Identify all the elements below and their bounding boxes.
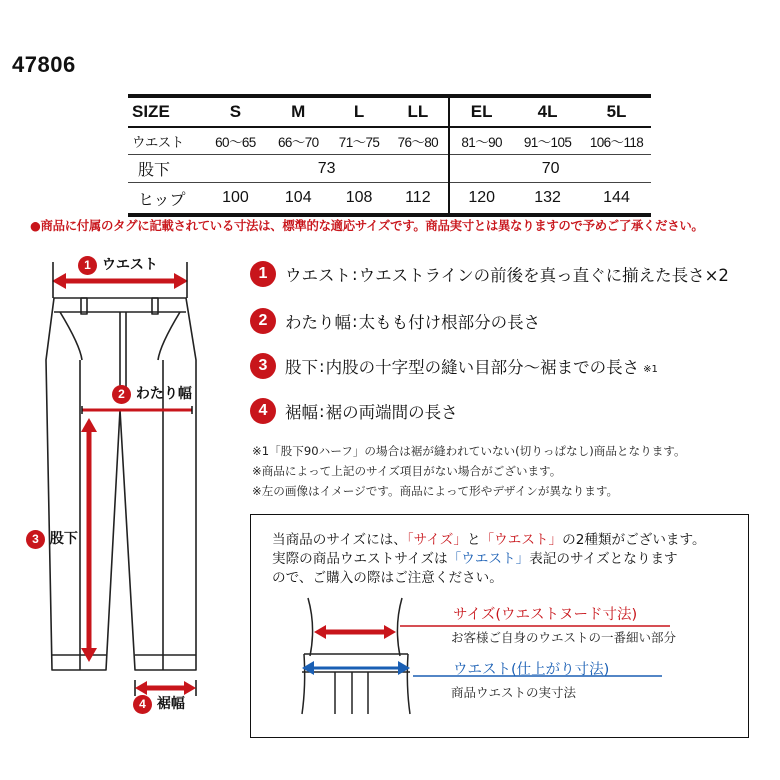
table-cell: 132 <box>513 183 582 216</box>
table-cell: 71～75 <box>331 127 388 155</box>
notice-size-term: 「サイズ」 <box>406 532 467 548</box>
number-badge: 4 <box>250 398 276 424</box>
diagram-label-inseam <box>26 528 78 549</box>
size-header-5l: 5L <box>582 96 651 127</box>
definition-desc: ウエストラインの前後を真っ直ぐに揃えた長さ×2 <box>358 266 729 285</box>
size-table <box>128 94 651 217</box>
row-label-inseam: 股下 <box>128 155 205 183</box>
table-cell: 144 <box>582 183 651 216</box>
nude-size-title: サイズ(ウエストヌード寸法) <box>453 607 638 623</box>
table-cell: 106～118 <box>582 127 651 155</box>
notice-waist-term: 「ウエスト」 <box>480 532 563 548</box>
table-cell: 112 <box>387 183 449 216</box>
product-code: 47806 <box>12 52 76 77</box>
number-badge: 3 <box>250 353 276 379</box>
table-cell: 73 <box>205 155 449 183</box>
definition-waist: 1 ウエスト : ウエストラインの前後を真っ直ぐに揃えた長さ×2 <box>250 261 729 287</box>
size-header-el: EL <box>449 96 513 127</box>
notice-text: 当商品のサイズには、 <box>272 532 407 548</box>
fine-print-line: ※商品によって上記のサイズ項目がない場合がございます。 <box>252 464 562 478</box>
size-header-m: M <box>266 96 331 127</box>
pants-diagram <box>20 250 240 730</box>
diagram-label-waist <box>78 254 158 275</box>
definition-desc: 太もも付け根部分の長さ <box>358 313 541 332</box>
notice-text: と <box>466 532 481 548</box>
size-header-l: L <box>331 96 388 127</box>
row-label-hip: ヒップ <box>128 183 205 216</box>
table-cell: 100 <box>205 183 266 216</box>
fine-print-line: ※1「股下90ハーフ」の場合は裾が縫われていない(切りっぱなし)商品となります。 <box>252 444 686 458</box>
finished-waist-subtitle: 商品ウエストの実寸法 <box>451 685 577 700</box>
diagram-label-hem <box>133 693 185 714</box>
finished-waist-title: ウエスト(仕上がり寸法) <box>453 662 610 678</box>
table-cell: 120 <box>449 183 513 216</box>
definition-thigh: 2 わたり幅 : 太もも付け根部分の長さ <box>250 308 540 334</box>
fine-print-line: ※左の画像はイメージです。商品によって形やデザインが異なります。 <box>252 484 619 498</box>
table-cell: 108 <box>331 183 388 216</box>
label-text: 裾幅 <box>156 696 185 712</box>
number-badge: 4 <box>133 695 152 714</box>
size-table-header-row <box>128 96 651 127</box>
label-text: わたり幅 <box>135 386 192 402</box>
definition-inseam: 3 股下 : 内股の十字型の縫い目部分～裾までの長さ ※1 <box>250 353 658 379</box>
table-cell: 76～80 <box>387 127 449 155</box>
number-badge: 3 <box>26 530 45 549</box>
definition-note: ※1 <box>643 363 658 375</box>
tag-size-note: ●商品に付属のタグに記載されている寸法は、標準的な適応サイズです。商品実寸とは異なりますので予めご了承ください。 <box>30 218 704 233</box>
size-table-row-hip <box>128 183 651 216</box>
size-header-ll: LL <box>387 96 449 127</box>
definition-desc: 内股の十字型の縫い目部分～裾までの長さ <box>325 358 640 377</box>
size-header-4l: 4L <box>513 96 582 127</box>
definition-term: 裾幅 <box>285 403 318 422</box>
definition-term: 股下 <box>285 358 318 377</box>
notice-text: 表記のサイズとなります <box>529 551 678 567</box>
notice-text: の2種類がございます。 <box>562 532 706 548</box>
definition-desc: 裾の両端間の長さ <box>325 403 458 422</box>
size-table-row-inseam <box>128 155 651 183</box>
table-cell: 91～105 <box>513 127 582 155</box>
definition-term: ウエスト <box>285 266 351 285</box>
number-badge: 1 <box>250 261 276 287</box>
label-text: 股下 <box>49 531 78 547</box>
number-badge: 1 <box>78 256 97 275</box>
table-cell: 104 <box>266 183 331 216</box>
notice-line-2 <box>272 547 678 567</box>
notice-waist-term: 「ウエスト」 <box>447 551 530 567</box>
table-cell: 81～90 <box>449 127 513 155</box>
table-cell: 66～70 <box>266 127 331 155</box>
body-outline <box>302 598 410 714</box>
table-cell: 60～65 <box>205 127 266 155</box>
size-header-s: S <box>205 96 266 127</box>
table-cell: 70 <box>449 155 651 183</box>
number-badge: 2 <box>112 385 131 404</box>
definition-hem: 4 裾幅 : 裾の両端間の長さ <box>250 398 458 424</box>
size-table-row-waist <box>128 127 651 155</box>
nude-size-subtitle: お客様ご自身のウエストの一番細い部分 <box>451 630 677 645</box>
notice-line-3: ので、ご購入の際はご注意ください。 <box>272 570 503 586</box>
row-label-waist: ウエスト <box>128 127 205 155</box>
diagram-label-thigh <box>112 383 192 404</box>
label-text: ウエスト <box>101 257 158 273</box>
pants-outline <box>46 298 196 670</box>
notice-text: 実際の商品ウエストサイズは <box>272 551 448 567</box>
size-header-label: SIZE <box>128 96 205 127</box>
definition-term: わたり幅 <box>285 313 351 332</box>
notice-line-1 <box>272 528 706 548</box>
number-badge: 2 <box>250 308 276 334</box>
